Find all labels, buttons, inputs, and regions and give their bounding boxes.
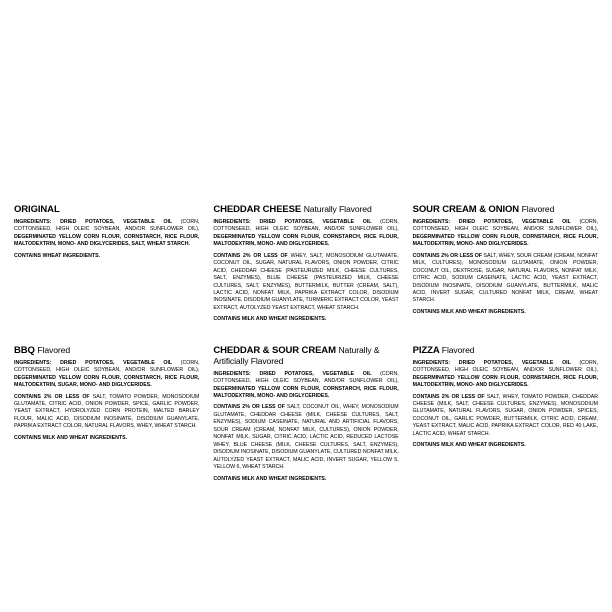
ingredient-paragraph <box>213 253 398 313</box>
allergen-statement: CONTAINS MILK AND WHEAT INGREDIENTS. <box>412 442 526 449</box>
ingredient-text-bold: DEGERMINATED YELLOW CORN FLOUR, CORNSTARCH, RICE FLOUR, MALTODEXTRIN, SUGAR, MONO- AND DIGLYCERIDES. <box>14 374 200 389</box>
ingredient-paragraph <box>213 404 398 471</box>
panel-title <box>413 205 598 216</box>
ingredient-text: (CORN, COTTONSEED, HIGH OLEIC SOYBEAN, AND/OR SUNFLOWER OIL), <box>412 218 598 233</box>
ingredient-paragraph <box>14 394 199 431</box>
panel-flavor-qualifier: Naturally Flavored <box>303 204 372 214</box>
ingredient-panel-cheddar-cheese <box>213 205 398 324</box>
ingredient-paragraph <box>14 219 199 249</box>
ingredient-paragraph <box>213 219 398 249</box>
panel-flavor-name: ORIGINAL <box>14 204 60 215</box>
ingredient-paragraph <box>213 371 398 401</box>
ingredient-panel-sour-cream-and-onion <box>413 205 598 324</box>
ingredient-text-bold: INGREDIENTS: DRIED POTATOES, VEGETABLE OIL <box>213 218 381 225</box>
panel-title <box>14 346 199 357</box>
panel-flavor-name: SOUR CREAM & ONION <box>412 204 520 215</box>
panel-flavor-qualifier: Naturally & Artificially Flavored <box>213 344 380 366</box>
ingredient-text-bold: DEGERMINATED YELLOW CORN FLOUR, CORNSTARCH, RICE FLOUR, MALTODEXTRIN, MONO- AND DIGLYCERIDES, SALT, WHEAT STARCH. <box>14 233 200 248</box>
ingredient-text: SALT, WHEY, SOUR CREAM (CREAM, NONFAT MILK, CULTURES), MONOSODIUM GLUTAMATE, ONION POWDER, COCONUT OIL, DEXTROSE, SUGAR, NATURAL FLAVORS, NONFAT MILK, CITRIC ACID, SODIUM CASEINATE, LACTIC ACID, YEAST EXTRACT, DISODIUM INOSINATE, DISODIUM GUANYLATE, BUTTERMILK, MALIC ACID, INVERT SUGAR, CULTURED NONFAT MILK, CREAM, WHEAT STARCH. <box>412 252 598 304</box>
panel-grid <box>14 205 598 483</box>
ingredient-text-bold: INGREDIENTS: DRIED POTATOES, VEGETABLE OIL <box>14 359 181 366</box>
ingredient-text-bold: DEGERMINATED YELLOW CORN FLOUR, CORNSTARCH, RICE FLOUR, MALTODEXTRIN, MONO- AND DIGLYCERIDES. <box>412 233 598 248</box>
panel-flavor-name: CHEDDAR & SOUR CREAM <box>213 344 336 356</box>
ingredient-paragraph <box>413 394 598 439</box>
panel-flavor-qualifier: Flavored <box>441 344 475 355</box>
ingredient-text-bold: INGREDIENTS: DRIED POTATOES, VEGETABLE OIL <box>412 359 580 366</box>
ingredient-paragraph <box>413 219 598 249</box>
ingredient-text: (CORN, COTTONSEED, HIGH OLEIC SOYBEAN, AND/OR SUNFLOWER OIL), <box>213 370 399 385</box>
ingredient-text-bold: CONTAINS 2% OR LESS OF <box>412 393 487 400</box>
panel-title <box>213 205 398 216</box>
ingredient-text-bold: INGREDIENTS: DRIED POTATOES, VEGETABLE OIL <box>213 370 381 377</box>
allergen-statement: CONTAINS MILK AND WHEAT INGREDIENTS. <box>213 316 327 323</box>
allergen-statement: CONTAINS MILK AND WHEAT INGREDIENTS. <box>14 434 128 441</box>
ingredient-text-bold: CONTAINS 2% OR LESS OF <box>213 404 287 411</box>
ingredient-panel-bbq <box>14 346 199 483</box>
allergen-statement: CONTAINS MILK AND WHEAT INGREDIENTS. <box>213 475 327 482</box>
ingredient-panel-cheddar-and-sour-cream <box>213 346 398 483</box>
ingredient-text-bold: CONTAINS 2% OR LESS OF <box>412 252 484 259</box>
panel-flavor-qualifier: Flavored <box>521 204 555 214</box>
ingredient-text: (CORN, COTTONSEED, HIGH OLEIC SOYBEAN, AND/OR SUNFLOWER OIL), <box>213 218 399 233</box>
allergen-statement: CONTAINS MILK AND WHEAT INGREDIENTS. <box>412 308 526 315</box>
panel-flavor-qualifier: Flavored <box>37 344 70 355</box>
panel-title <box>213 346 398 368</box>
panel-title <box>14 205 199 216</box>
panel-flavor-name: CHEDDAR CHEESE <box>213 204 302 215</box>
ingredient-text: (CORN, COTTONSEED, HIGH OLEIC SOYBEAN, AND/OR SUNFLOWER OIL), <box>14 359 200 374</box>
ingredient-text-bold: CONTAINS 2% OR LESS OF <box>14 393 93 400</box>
ingredient-paragraph <box>413 360 598 390</box>
panel-flavor-name: PIZZA <box>412 344 440 356</box>
panel-flavor-name: BBQ <box>14 344 35 356</box>
allergen-statement: CONTAINS WHEAT INGREDIENTS. <box>14 252 101 259</box>
ingredient-text: SALT, COCONUT OIL, WHEY, MONOSODIUM GLUTAMATE, CHEDDAR CHEESE (MILK, CHEESE CULTURES, SALT, ENZYMES), SODIUM CASEINATE, NATURAL AND ARTIFICIAL FLAVORS, SOUR CREAM (CREAM, NONFAT MILK, CULTURES), ONION POWDER, NONFAT MILK, SUGAR, CITRIC ACID, LACTIC ACID, REDUCED LACTOSE WHEY, BLUE CHEESE (MILK, CHEESE CULTURES, SALT, ENZYMES), DISODIUM INOSINATE, DISODIUM GUANYLATE, CULTURED NONFAT MILK, AUTOLYZED YEAST EXTRACT, MALIC ACID, INVERT SUGAR, YELLOW 5, YELLOW 6, WHEAT STARCH. <box>213 404 399 471</box>
ingredient-panel-pizza <box>413 346 598 483</box>
ingredient-text: WHEY, SALT, MONOSODIUM GLUTAMATE, COCONUT OIL, SUGAR, NATURAL FLAVORS, ONION POWDER, CITRIC ACID, CHEDDAR CHEESE (PASTEURIZED MILK, CHEESE CULTURES, SALT, ENZYMES), BLUE CHEESE (PASTEURIZED MILK, CHEESE CULTURES, SALT, ENZYMES), BUTTERMILK, BUTTER (CREAM, SALT), LACTIC ACID, NONFAT MILK, PAPRIKA EXTRACT COLOR, DISODIUM INOSINATE, DISODIUM GUANYLATE, TURMERIC EXTRACT COLOR, YEAST EXTRACT, AUTOLYZED YEAST EXTRACT, WHEAT STARCH. <box>213 252 399 311</box>
ingredient-text: SALT, TOMATO POWDER, MONOSODIUM GLUTAMATE, CITRIC ACID, ONION POWDER, SPICE, GARLIC POWDER, YEAST EXTRACT, HYDROLYZED CORN PROTEIN, MALTED BARLEY FLOUR, MALIC ACID, DISODIUM INOSINATE, DISODIUM GUANYLATE, PAPRIKA EXTRACT COLOR, NATURAL FLAVORS, WHEY, WHEAT STARCH. <box>14 393 200 430</box>
ingredient-paragraph <box>14 360 199 390</box>
panel-title <box>413 346 598 357</box>
ingredient-text-bold: INGREDIENTS: DRIED POTATOES, VEGETABLE OIL <box>412 218 580 225</box>
ingredient-text-bold: INGREDIENTS: DRIED POTATOES, VEGETABLE OIL <box>14 218 181 225</box>
ingredient-text-bold: DEGERMINATED YELLOW CORN FLOUR, CORNSTARCH, RICE FLOUR, MALTODEXTRIN, MONO- AND DIGLYCERIDES. <box>213 233 399 248</box>
ingredient-text: (CORN, COTTONSEED, HIGH OLEIC SOYBEAN, AND/OR SUNFLOWER OIL), <box>412 359 598 374</box>
ingredient-text-bold: DEGERMINATED YELLOW CORN FLOUR, CORNSTARCH, RICE FLOUR, MALTODEXTRIN, MONO- AND DIGLYCERIDES. <box>412 374 598 389</box>
ingredient-text-bold: CONTAINS 2% OR LESS OF <box>213 252 291 259</box>
ingredient-panel-original <box>14 205 199 324</box>
ingredient-text: (CORN, COTTONSEED, HIGH OLEIC SOYBEAN, AND/OR SUNFLOWER OIL), <box>14 218 200 233</box>
ingredient-text: SALT, WHEY, TOMATO POWDER, CHEDDAR CHEESE (MILK, SALT, CHEESE CULTURES, ENZYMES), MONOSODIUM GLUTAMATE, NATURAL FLAVORS, SUGAR, ONION POWDER, SPICES, COCONUT OIL, GARLIC POWDER, BUTTERMILK, CITRIC ACID, CREAM, YEAST EXTRACT, MALIC ACID, PAPRIKA EXTRACT COLOR, RED 40 LAKE, LACTIC ACID, WHEAT STARCH. <box>412 393 598 437</box>
ingredient-text-bold: DEGERMINATED YELLOW CORN FLOUR, CORNSTARCH, RICE FLOUR, MALTODEXTRIN, MONO- AND DIGLYCERIDES. <box>213 385 399 400</box>
ingredient-paragraph <box>413 253 598 305</box>
